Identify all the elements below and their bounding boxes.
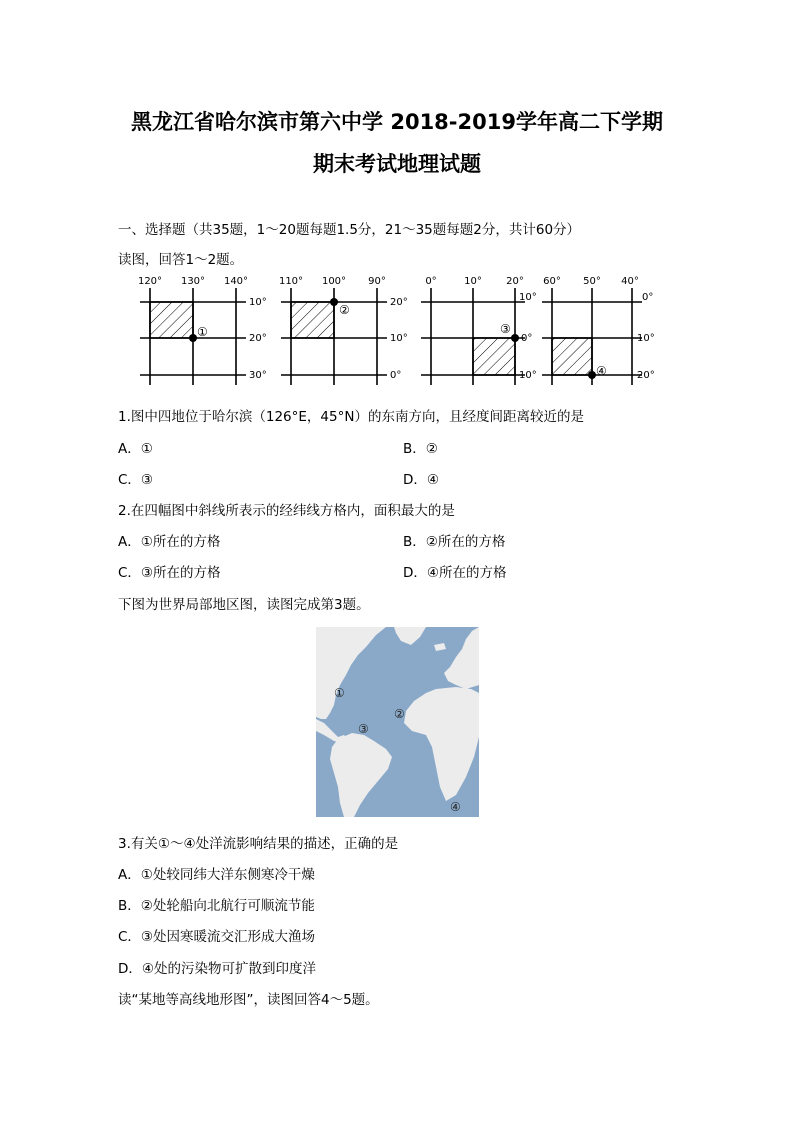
g2-marker: ② bbox=[339, 303, 350, 317]
g3-top-2: 20° bbox=[506, 276, 524, 287]
g3-top-0: 0° bbox=[425, 276, 437, 287]
latlong-grid-figure bbox=[0, 270, 794, 400]
g1-marker: ① bbox=[197, 325, 208, 339]
intro-q3: 下图为世界局部地区图，读图完成第3题。 bbox=[118, 597, 370, 613]
doc-title-line2: 期末考试地理试题 bbox=[313, 152, 481, 176]
g1-right-2: 30° bbox=[249, 370, 267, 381]
g4-top-2: 40° bbox=[621, 276, 639, 287]
q3-option-b: B．②处轮船向北航行可顺流节能 bbox=[118, 898, 315, 914]
g3-right-0: 10° bbox=[519, 292, 537, 303]
g4-right-2: 20° bbox=[637, 370, 655, 381]
q2-option-b: B．②所在的方格 bbox=[403, 534, 506, 550]
grid-4-point bbox=[588, 371, 596, 379]
g4-right-1: 10° bbox=[637, 333, 655, 344]
grid-2-hatch bbox=[291, 302, 334, 338]
grid-4-hatch bbox=[552, 338, 592, 375]
g1-top-1: 130° bbox=[180, 276, 206, 287]
q3-option-c: C．③处因寒暖流交汇形成大渔场 bbox=[118, 929, 316, 945]
grid-1-hatch bbox=[150, 302, 193, 338]
g2-right-2: 0° bbox=[390, 370, 402, 381]
g4-top-1: 50° bbox=[583, 276, 601, 287]
g3-right-2: 10° bbox=[519, 370, 537, 381]
doc-title-line1: 黑龙江省哈尔滨市第六中学 2018-2019学年高二下学期 bbox=[131, 110, 663, 134]
q2-stem: 2.在四幅图中斜线所表示的经纬线方格内，面积最大的是 bbox=[118, 503, 455, 519]
g3-marker: ③ bbox=[500, 322, 511, 336]
q1-option-d: D．④ bbox=[403, 472, 439, 488]
q1-option-b: B．② bbox=[403, 441, 438, 457]
q2-option-c: C．③所在的方格 bbox=[118, 565, 221, 581]
g2-right-0: 20° bbox=[390, 297, 408, 308]
intro-q4-5: 读“某地等高线地形图”，读图回答4～5题。 bbox=[118, 992, 379, 1008]
atlantic-map bbox=[316, 627, 479, 817]
g1-right-1: 20° bbox=[249, 333, 267, 344]
g3-right-1: 0° bbox=[521, 333, 533, 344]
g2-top-2: 90° bbox=[368, 276, 386, 287]
grid-3-hatch bbox=[473, 338, 515, 375]
q3-option-a: A．①处较同纬大洋东侧寒冷干燥 bbox=[118, 867, 315, 883]
map-marker-2: ② bbox=[394, 707, 405, 721]
map-marker-1: ① bbox=[334, 686, 345, 700]
section-heading: 一、选择题（共35题，1～20题每题1.5分，21～35题每题2分，共计60分） bbox=[118, 222, 581, 238]
g4-marker: ④ bbox=[596, 364, 607, 378]
map-marker-3: ③ bbox=[358, 722, 369, 736]
grid-2-point bbox=[330, 298, 338, 306]
grid-3-point bbox=[511, 334, 519, 342]
g2-top-1: 100° bbox=[321, 276, 347, 287]
intro-q1-2: 读图，回答1～2题。 bbox=[118, 252, 244, 268]
g4-right-0: 0° bbox=[642, 292, 654, 303]
map-marker-4: ④ bbox=[450, 800, 461, 814]
q1-option-a: A．① bbox=[118, 441, 153, 457]
g1-top-2: 140° bbox=[223, 276, 249, 287]
g2-top-0: 110° bbox=[278, 276, 304, 287]
g4-top-0: 60° bbox=[543, 276, 561, 287]
g3-top-1: 10° bbox=[464, 276, 482, 287]
g2-right-1: 10° bbox=[390, 333, 408, 344]
q2-option-d: D．④所在的方格 bbox=[403, 565, 507, 581]
g1-right-0: 10° bbox=[249, 297, 267, 308]
q3-option-d: D．④处的污染物可扩散到印度洋 bbox=[118, 961, 316, 977]
q1-option-c: C．③ bbox=[118, 472, 154, 488]
q3-stem: 3.有关①～④处洋流影响结果的描述，正确的是 bbox=[118, 836, 399, 852]
q1-stem: 1.图中四地位于哈尔滨（126°E，45°N）的东南方向，且经度间距离较近的是 bbox=[118, 409, 584, 425]
g1-top-0: 120° bbox=[137, 276, 163, 287]
q2-option-a: A．①所在的方格 bbox=[118, 534, 221, 550]
grid-1-point bbox=[189, 334, 197, 342]
